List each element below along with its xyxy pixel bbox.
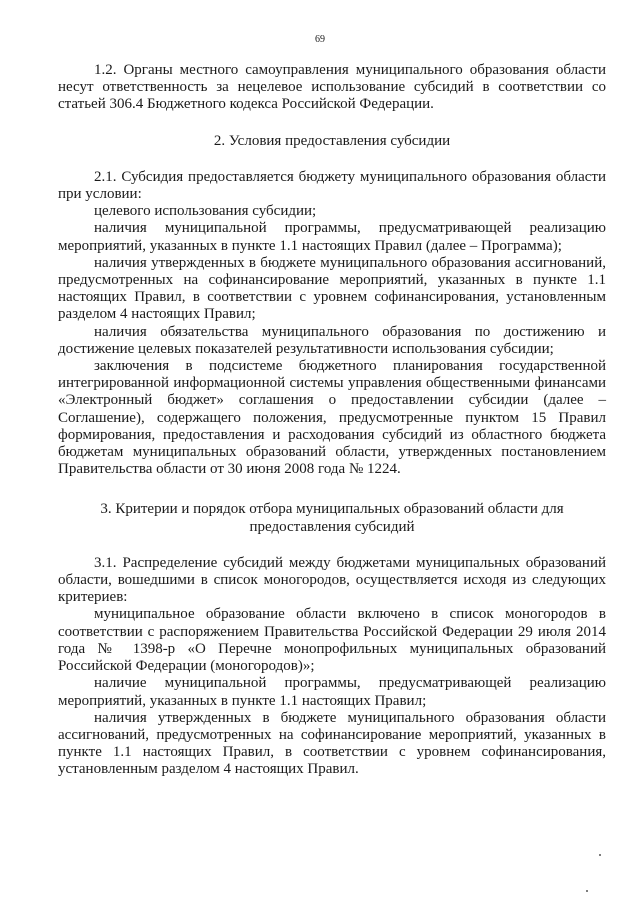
paragraph-2-1-condition-e: заключения в подсистеме бюджетного планирования государственной интегрированной информационной системы управления общественными финансами «Электронный бюджет» соглашения о предоставлении субсидии (далее – Соглашение), содержащего положения, предусмотренные пунктом 15 Правил формирования, предоставления и расходования субсидий из областного бюджета бюджетам муниципальных образований области, утвержденных постановлением Правительства области от 30 июня 2008 года № 1224. (58, 358, 606, 478)
scan-speck (599, 854, 601, 856)
paragraph-1-2: 1.2. Органы местного самоуправления муниципального образования области несут ответственность за нецелевое использование субсидий в соответствии со статьей 306.4 Бюджетного кодекса Российской Федерации. (58, 62, 606, 113)
paragraph-2-1-condition-b: наличия муниципальной программы, предусматривающей реализацию мероприятий, указанных в пункте 1.1 настоящих Правил (далее – Программа); (58, 220, 606, 254)
section-2-heading: 2. Условия предоставления субсидии (213, 132, 451, 149)
paragraph-3-1-criterion-c: наличия утвержденных в бюджете муниципального образования области ассигнований, предусмотренных на софинансирование мероприятий, указанных в пункте 1.1 настоящих Правил, в соответствии с уровнем софинансирования, установленным разделом 4 настоящих Правил. (58, 709, 606, 778)
scan-speck (586, 890, 588, 892)
paragraph-3-1: 3.1. Распределение субсидий между бюджетами муниципальных образований области, вошедшими в список моногородов, осуществляется исходя из следующих критериев: (58, 554, 606, 606)
paragraph-3-1-criterion-a: муниципальное образование области включено в список моногородов в соответствии с распоряжением Правительства Российской Федерации 29 июля 2014 года № 1398-р «О Перечне монопрофильных муниципальных образований Российской Федерации (моногородов)»; (58, 606, 606, 675)
paragraph-2-1-condition-a: целевого использования субсидии; (94, 203, 317, 220)
section-3-heading: 3. Критерии и порядок отбора муниципальных образований области для предоставления субсидий (100, 501, 564, 535)
paragraph-2-1: 2.1. Субсидия предоставляется бюджету муниципального образования области при условии: (58, 168, 606, 203)
document-body (58, 62, 606, 779)
paragraph-2-1-condition-c: наличия утвержденных в бюджете муниципального образования ассигнований, предусмотренных на софинансирование мероприятий, указанных в пункте 1.1 настоящих Правил, в соответствии с уровнем софинансирования, установленным разделом 4 настоящих Правил; (58, 254, 606, 323)
paragraph-2-1-condition-d: наличия обязательства муниципального образования по достижению и достижение целевых показателей результативности использования субсидии; (58, 323, 606, 357)
paragraph-3-1-criterion-b: наличие муниципальной программы, предусматривающей реализацию мероприятий, указанных в пункте 1.1 настоящих Правил; (58, 675, 606, 709)
page-number: 69 (315, 34, 325, 45)
